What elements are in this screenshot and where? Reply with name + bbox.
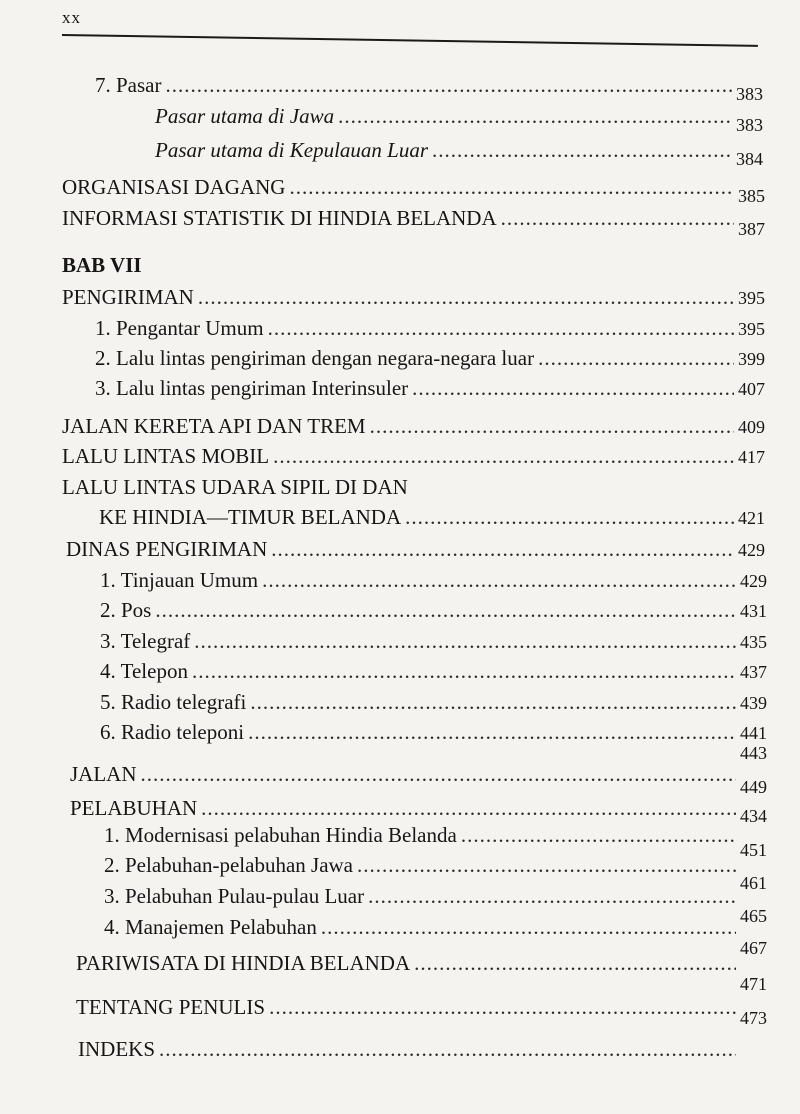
toc-entry-page: 409 <box>738 417 765 437</box>
toc-entry-page: 449 <box>740 777 767 797</box>
toc-leader-dots <box>201 796 736 821</box>
toc-entry-title: 3. Lalu lintas pengiriman Interinsuler <box>95 376 409 400</box>
toc-leader-dots <box>159 1037 736 1062</box>
toc-entry-page: 395 <box>738 319 765 339</box>
toc-entry-title: 4. Manajemen Pelabuhan <box>104 915 317 939</box>
toc-entry <box>62 285 765 310</box>
toc-entry-page: 429 <box>740 571 767 591</box>
toc-entry-page: 384 <box>736 149 763 169</box>
toc-entry-title: 1. Modernisasi pelabuhan Hindia Belanda <box>104 823 457 847</box>
toc-entry <box>155 104 763 135</box>
toc-entry-title: JALAN <box>70 762 137 786</box>
toc-entry-title: TENTANG PENULIS <box>76 995 266 1019</box>
toc-entry-page: 461 <box>740 873 767 893</box>
toc-entry <box>104 873 767 909</box>
toc-leader-dots <box>268 316 734 341</box>
toc-entry-title: 2. Pelabuhan-pelabuhan Jawa <box>104 853 353 877</box>
toc-leader-dots <box>198 285 734 310</box>
toc-entry <box>70 743 767 787</box>
toc-entry-page: 407 <box>738 379 765 399</box>
page-number-header: xx <box>62 8 81 27</box>
toc-entry <box>100 629 767 654</box>
toc-entry-title: Pasar utama di Kepulauan Luar <box>155 138 429 162</box>
toc-entry-page: 437 <box>740 662 767 682</box>
toc-entry-page: 465 <box>740 906 767 926</box>
toc-entry-page: 399 <box>738 349 765 369</box>
toc-leader-dots <box>194 629 736 654</box>
toc-entry-title-line: LALU LINTAS UDARA SIPIL DI DAN <box>62 475 408 499</box>
toc-entry-title: 4. Telepon <box>100 659 188 683</box>
toc-entry-page: 383 <box>736 115 763 135</box>
toc-leader-dots <box>412 376 734 401</box>
toc-entry-page: 441 <box>740 723 767 743</box>
toc-leader-dots <box>432 138 732 163</box>
toc-entry-page: 421 <box>738 508 765 528</box>
toc-entry-page: 435 <box>740 632 767 652</box>
toc-entry <box>100 690 767 715</box>
toc-leader-dots <box>338 104 732 129</box>
toc-entry <box>76 938 767 976</box>
toc-entry-title: Pasar utama di Jawa <box>155 104 335 128</box>
toc-entry <box>100 659 767 684</box>
toc-entry-page: 429 <box>738 540 765 560</box>
toc-leader-dots <box>414 951 736 976</box>
toc-entry-page: 439 <box>740 693 767 713</box>
toc-entry <box>100 568 767 593</box>
toc-leader-dots <box>166 73 733 98</box>
toc-entry-title: 5. Radio telegrafi <box>100 690 247 714</box>
toc-leader-dots <box>155 598 736 623</box>
toc-entry-page: 383 <box>736 84 763 104</box>
toc-entry <box>104 840 767 878</box>
toc-entry-title: 7. Pasar <box>95 73 162 97</box>
toc-entry-title: 3. Telegraf <box>100 629 191 653</box>
toc-leader-dots <box>461 823 736 848</box>
toc-entry-title: 3. Pelabuhan Pulau-pulau Luar <box>104 884 365 908</box>
toc-leader-dots <box>405 505 734 530</box>
toc-entry-title: INFORMASI STATISTIK DI HINDIA BELANDA <box>62 206 497 230</box>
toc-entry-title: JALAN KERETA API DAN TREM <box>62 414 366 438</box>
toc-entry-page: 385 <box>738 186 765 206</box>
chapter-heading: BAB VII <box>62 253 142 277</box>
toc-leader-dots <box>141 762 737 787</box>
toc-entry-title: INDEKS <box>78 1037 155 1061</box>
toc-leader-dots <box>250 690 736 715</box>
toc-entry <box>95 73 763 104</box>
toc-entry <box>66 537 765 562</box>
toc-entry-page: 431 <box>740 601 767 621</box>
toc-entry-page: 471 <box>740 974 767 994</box>
toc-entry <box>76 974 767 1020</box>
toc-entry-page: 443 <box>740 743 767 763</box>
toc-entry-page: 451 <box>740 840 767 860</box>
toc-entry-title: PELABUHAN <box>70 796 198 820</box>
toc-entry <box>62 414 765 439</box>
toc-entry <box>155 138 763 169</box>
toc-leader-dots <box>357 853 736 878</box>
toc-entry <box>78 1008 767 1062</box>
toc-entry-page: 395 <box>738 288 765 308</box>
toc-entry-title: KE HINDIA—TIMUR BELANDA <box>99 505 402 529</box>
toc-leader-dots <box>538 346 734 371</box>
toc-entry-title: ORGANISASI DAGANG <box>62 175 286 199</box>
toc-leader-dots <box>368 884 736 909</box>
toc-entry <box>100 720 767 745</box>
toc-leader-dots <box>269 995 736 1020</box>
toc-leader-dots <box>273 444 734 469</box>
toc-entry-title: DINAS PENGIRIMAN <box>66 537 268 561</box>
toc-entry <box>100 598 767 623</box>
toc-entry <box>62 175 765 206</box>
toc-entry-title: 1. Pengantar Umum <box>95 316 264 340</box>
toc-entry <box>104 806 767 848</box>
toc-entry-title: LALU LINTAS MOBIL <box>62 444 270 468</box>
toc-entry <box>62 444 765 469</box>
toc-entry <box>70 777 767 821</box>
toc-leader-dots <box>271 537 734 562</box>
toc-leader-dots <box>289 175 734 200</box>
toc-entry-title: 1. Tinjauan Umum <box>100 568 259 592</box>
toc-entry-title: 2. Lalu lintas pengiriman dengan negara-negara luar <box>95 346 535 370</box>
toc-entry <box>95 316 765 341</box>
toc-entry-page: 434 <box>740 806 767 826</box>
toc-leader-dots <box>501 206 734 231</box>
toc-leader-dots <box>248 720 736 745</box>
toc-entry-page: 387 <box>738 219 765 239</box>
toc-entry-page: 473 <box>740 1008 767 1028</box>
toc-entry-title: PARIWISATA DI HINDIA BELANDA <box>76 951 411 975</box>
toc-entry <box>99 505 765 530</box>
toc-leader-dots <box>192 659 736 684</box>
toc-entry <box>62 206 765 239</box>
toc-leader-dots <box>370 414 734 439</box>
toc-entry-title: 6. Radio teleponi <box>100 720 245 744</box>
toc-entry <box>95 376 765 401</box>
toc-leader-dots <box>262 568 736 593</box>
toc-entry-title: PENGIRIMAN <box>62 285 194 309</box>
toc-entry-title: 2. Pos <box>100 598 152 622</box>
toc-entry <box>104 906 767 940</box>
toc-entry-page: 417 <box>738 447 765 467</box>
toc-entry-page: 467 <box>740 938 767 958</box>
toc-entry <box>95 346 765 371</box>
toc-leader-dots <box>321 915 736 940</box>
